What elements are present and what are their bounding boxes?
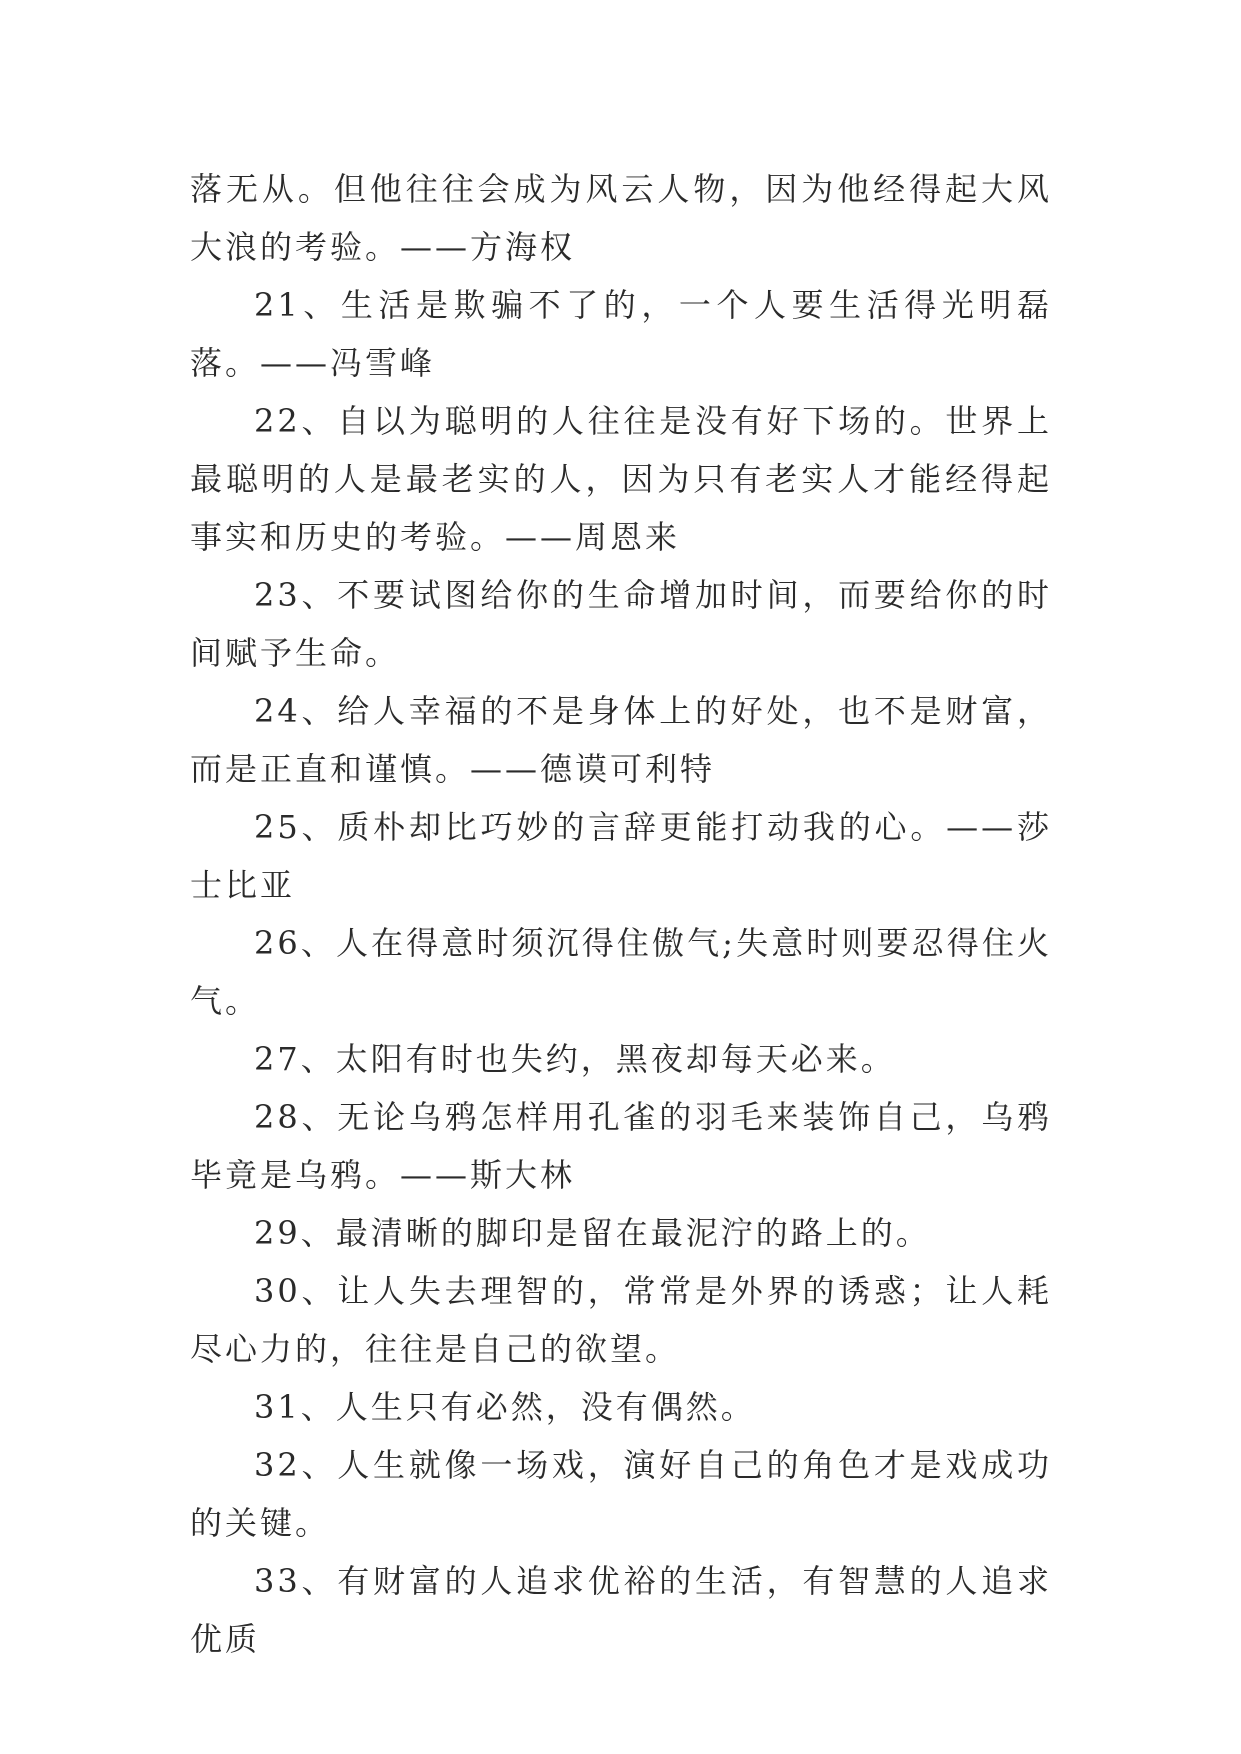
- paragraph-quote-31: 31、人生只有必然，没有偶然。: [254, 1388, 756, 1426]
- paragraph-quote-23: 23、不要试图给你的生命增加时间，而要给你的时间赋予生命。: [190, 576, 1052, 672]
- paragraph-quote-21: 21、生活是欺骗不了的，一个人要生活得光明磊落。——冯雪峰: [190, 286, 1052, 382]
- paragraph-quote-30: 30、让人失去理智的，常常是外界的诱惑；让人耗尽心力的，往往是自己的欲望。: [190, 1272, 1052, 1368]
- paragraph-quote-32: 32、人生就像一场戏，演好自己的角色才是戏成功的关键。: [190, 1446, 1052, 1542]
- paragraph-quote-26: 26、人在得意时须沉得住傲气;失意时则要忍得住火气。: [190, 924, 1052, 1020]
- paragraph-quote-25: 25、质朴却比巧妙的言辞更能打动我的心。——莎士比亚: [190, 808, 1052, 904]
- paragraph-quote-33: 33、有财富的人追求优裕的生活，有智慧的人追求优质: [190, 1562, 1052, 1658]
- paragraph-quote-22: 22、自以为聪明的人往往是没有好下场的。世界上最聪明的人是最老实的人，因为只有老实人才能经得起事实和历史的考验。——周恩来: [190, 402, 1052, 556]
- paragraph-quote-28: 28、无论乌鸦怎样用孔雀的羽毛来装饰自己，乌鸦毕竟是乌鸦。——斯大林: [190, 1098, 1052, 1194]
- document-body: [190, 160, 1052, 1668]
- paragraph-quote-29: 29、最清晰的脚印是留在最泥泞的路上的。: [254, 1214, 931, 1252]
- paragraph-quote-27: 27、太阳有时也失约，黑夜却每天必来。: [254, 1040, 896, 1078]
- paragraph-continuation: 落无从。但他往往会成为风云人物，因为他经得起大风大浪的考验。——方海权: [190, 170, 1052, 266]
- paragraph-quote-24: 24、给人幸福的不是身体上的好处，也不是财富，而是正直和谨慎。——德谟可利特: [190, 692, 1052, 788]
